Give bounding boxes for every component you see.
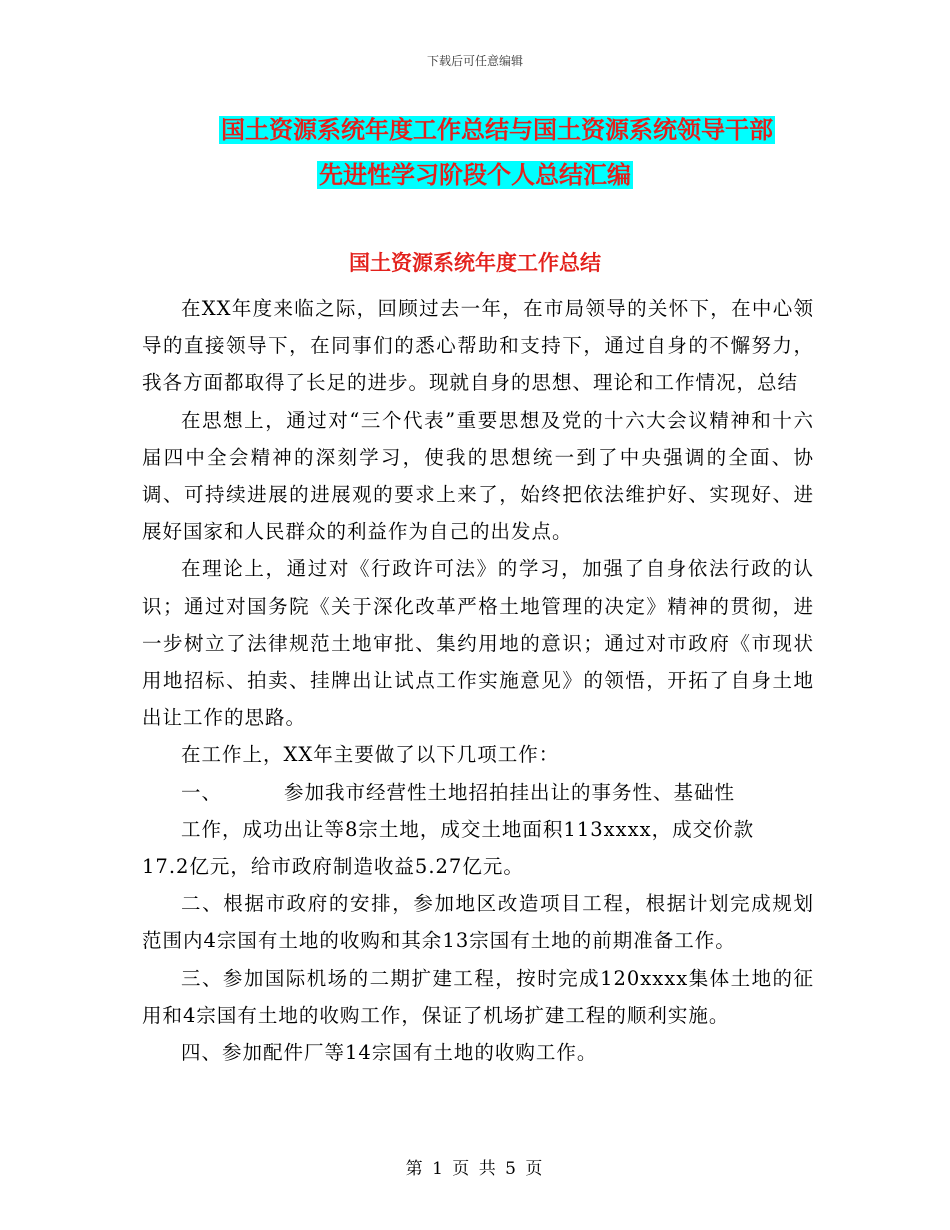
- page-number: 第 1 页 共 5 页: [405, 1159, 545, 1179]
- work-item-3: 三、参加国际机场的二期扩建工程，按时完成120xxxx集体土地的征用和4宗国有土地的收购工作，保证了机场扩建工程的顺利实施。: [142, 966, 814, 1027]
- work-item-2: 二、根据市政府的安排，参加地区改造项目工程，根据计划完成规划范围内4宗国有土地的收购和其余13宗国有土地的前期准备工作。: [142, 892, 814, 953]
- paragraph-theory: 在理论上，通过对《行政许可法》的学习，加强了自身依法行政的认识；通过对国务院《关于深化改革严格土地管理的决定》精神的贯彻，进一步树立了法律规范土地审批、集约用地的意识；通过对市政府《市现状用地招标、拍卖、挂牌出让试点工作实施意见》的领悟，开拓了自身土地出让工作的思路。: [142, 557, 814, 730]
- paragraph-thought: 在思想上，通过对“三个代表”重要思想及党的十六大会议精神和十六届四中全会精神的深刻学习，使我的思想统一到了中央强调的全面、协调、可持续进展的进展观的要求上来了，始终把依法维护好、实现好、进展好国家和人民群众的利益作为自己的出发点。: [142, 408, 814, 544]
- work-item-1-text: 参加我市经营性土地招拍挂出让的事务性、基础性: [284, 780, 736, 804]
- work-item-1-first-line: [142, 774, 814, 811]
- work-item-1: [142, 774, 814, 886]
- document-title-text-2: 先进性学习阶段个人总结汇编: [319, 161, 631, 189]
- document-title-text-1: 国土资源系统年度工作总结与国土资源系统领导干部: [221, 116, 773, 144]
- document-body: [142, 290, 814, 1071]
- work-item-1-continuation: 工作，成功出让等8宗土地，成交土地面积113xxxx，成交价款: [181, 817, 755, 841]
- header-note: 下载后可任意编辑: [426, 54, 523, 68]
- document-title-line-1: [22, 112, 950, 148]
- section-title: 国土资源系统年度工作总结: [349, 251, 601, 275]
- work-item-1-number: 一、: [181, 780, 223, 804]
- paragraph-work-intro: 在工作上，XX年主要做了以下几项工作：: [181, 743, 560, 767]
- work-item-4: 四、参加配件厂等14宗国有土地的收购工作。: [181, 1041, 598, 1065]
- paragraph-intro: 在XX年度来临之际，回顾过去一年，在市局领导的关怀下，在中心领导的直接领导下，在同事们的悉心帮助和支持下，通过自身的不懈努力，我各方面都取得了长足的进步。现就自身的思想、理论和工作情况，总结: [142, 297, 814, 395]
- work-item-1-continuation-2: 17.2亿元，给市政府制造收益5.27亿元。: [142, 855, 524, 879]
- document-title-line-2: [0, 157, 950, 193]
